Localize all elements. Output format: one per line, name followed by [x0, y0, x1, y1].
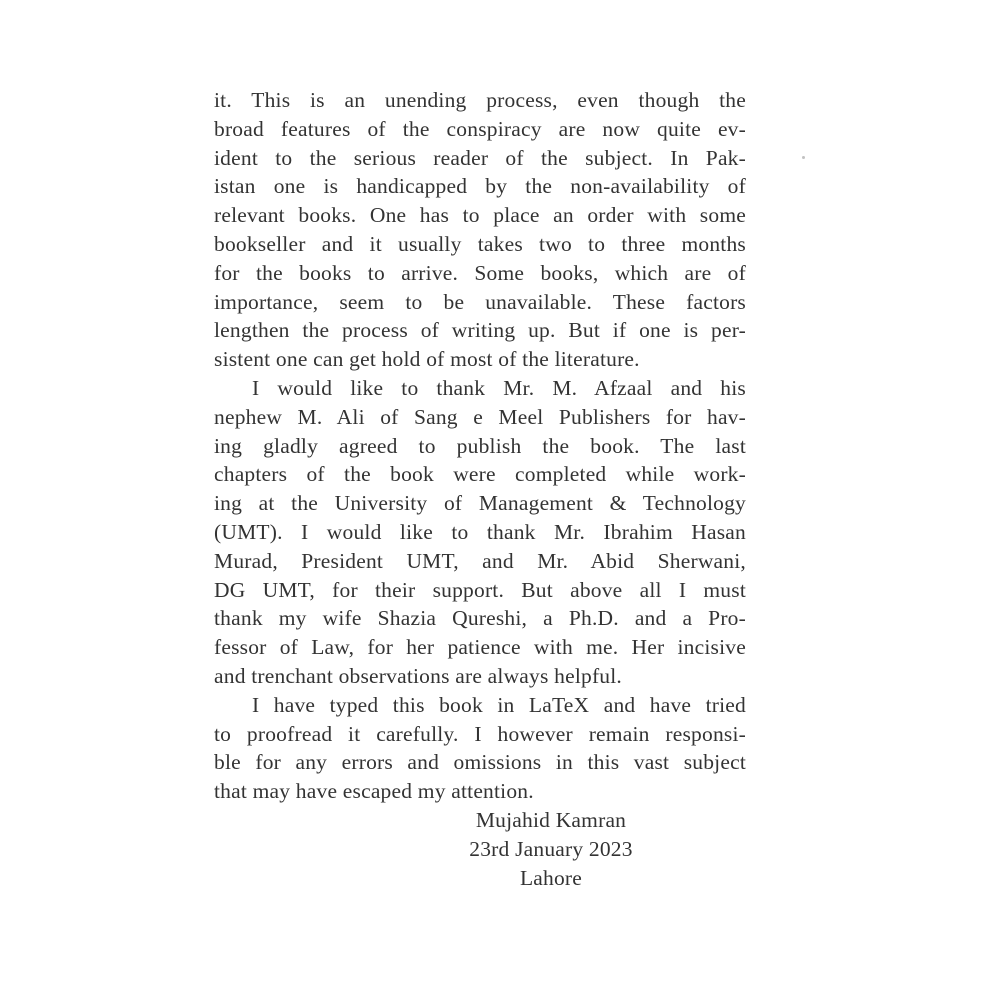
text-line: ing at the University of Management & Technology	[214, 491, 746, 516]
text-line: for the books to arrive. Some books, which are of	[214, 260, 746, 285]
text-line: and trenchant observations are always helpful.	[214, 663, 622, 688]
text-line: I would like to thank Mr. M. Afzaal and his	[252, 375, 746, 400]
scan-artifact-dot	[802, 156, 805, 159]
text-line: Murad, President UMT, and Mr. Abid Sherwani,	[214, 548, 746, 573]
text-line: DG UMT, for their support. But above all I must	[214, 577, 746, 602]
text-line: I have typed this book in LaTeX and have tried	[252, 692, 746, 717]
text-line: ident to the serious reader of the subject. In Pak-	[214, 145, 746, 170]
text-line: chapters of the book were completed while work-	[214, 462, 746, 487]
text-line: that may have escaped my attention.	[214, 779, 534, 804]
text-line: to proofread it carefully. I however remain responsi-	[214, 721, 746, 746]
text-line: istan one is handicapped by the non-availability of	[214, 174, 746, 199]
signature-place: Lahore	[519, 865, 583, 890]
text-line: bookseller and it usually takes two to three months	[214, 231, 746, 256]
text-line: it. This is an unending process, even though the	[214, 88, 746, 112]
text-line: relevant books. One has to place an order with some	[214, 203, 746, 228]
text-line: thank my wife Shazia Qureshi, a Ph.D. and a Pro-	[214, 606, 746, 631]
text-line: lengthen the process of writing up. But if one is per-	[214, 318, 746, 343]
signature-block	[356, 806, 746, 892]
text-line: importance, seem to be unavailable. These factors	[214, 289, 746, 314]
text-line: ing gladly agreed to publish the book. The last	[214, 433, 746, 458]
text-line: broad features of the conspiracy are now quite ev-	[214, 116, 746, 141]
text-line: ble for any errors and omissions in this vast subject	[214, 750, 746, 775]
signature-date: 23rd January 2023	[469, 836, 633, 861]
text-block	[214, 86, 746, 892]
text-line: (UMT). I would like to thank Mr. Ibrahim Hasan	[214, 519, 746, 544]
text-line: nephew M. Ali of Sang e Meel Publishers for hav-	[214, 404, 746, 429]
text-line: sistent one can get hold of most of the literature.	[214, 347, 640, 372]
signature-name: Mujahid Kamran	[475, 807, 627, 832]
text-line: fessor of Law, for her patience with me. Her incisive	[214, 635, 746, 660]
